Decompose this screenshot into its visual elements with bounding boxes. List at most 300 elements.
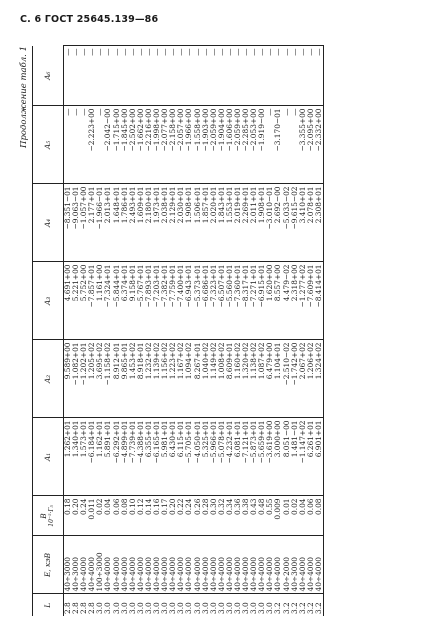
cell-A1: −5.659+01 (258, 418, 266, 496)
cell-A3: −6.915+01 (258, 262, 266, 340)
cell-A5: −2.059+00 (210, 106, 218, 184)
cell-E: 40÷4000 (315, 536, 324, 594)
cell-L: 3.0 (111, 602, 121, 614)
cell-A3: −5.767+01 (137, 262, 145, 340)
cell-A4: 2.177+01 (88, 184, 96, 262)
cell-A6: — (194, 46, 202, 106)
cell-A3: −5.844+01 (113, 262, 121, 340)
cell-A4: 2.019+01 (234, 184, 242, 262)
cell-A6: — (202, 46, 210, 106)
cell-L: 3.0 (160, 602, 170, 614)
cell-E: 40÷4000 (210, 536, 218, 594)
cell-L: 3.0 (152, 602, 162, 614)
cell-L: 3.2 (273, 602, 283, 614)
cell-A4: 1.843+01 (218, 184, 226, 262)
cell-A4: −8.351−01 (64, 184, 73, 262)
cell-A5: −1.606+00 (226, 106, 234, 184)
cell-A2: 1.087+02 (258, 340, 266, 418)
cell-A2: 1.232+02 (145, 340, 153, 418)
cell-A1: 3.000+00 (274, 418, 282, 496)
cell-A1: 1.340+01 (72, 418, 80, 496)
cell-E: 40÷4000 (113, 536, 121, 594)
cell-L: 3.0 (241, 602, 251, 614)
cell-A3: −6.686+01 (202, 262, 210, 340)
cell-E: 40÷4000 (177, 536, 185, 594)
col-header-A4: A₄ (33, 184, 64, 262)
cell-A1: −4.232+01 (226, 418, 234, 496)
cell-A3: −6.943+01 (185, 262, 193, 340)
cell-A3: −7.203+01 (153, 262, 161, 340)
cell-A4: 1.857+01 (202, 184, 210, 262)
cell-A3: −7.609+01 (307, 262, 315, 340)
table-row (258, 46, 266, 616)
cell-A6: — (153, 46, 161, 106)
cell-B: 0.06 (307, 496, 315, 536)
cell-A5: −1.919−00 (258, 106, 266, 184)
cell-A3: −7.271+01 (250, 262, 258, 340)
cell-L: 3.2 (315, 594, 324, 616)
cell-A6: — (145, 46, 153, 106)
cell-L: 3.0 (257, 602, 267, 614)
table-body (64, 46, 324, 616)
cell-A5: — (72, 106, 80, 184)
cell-A4: 1.609+01 (137, 184, 145, 262)
cell-A3: −7.893+01 (145, 262, 153, 340)
cell-L: 3.0 (103, 602, 113, 614)
cell-A6: — (258, 46, 266, 106)
cell-A1: 6.430+01 (169, 418, 177, 496)
cell-E: 40÷4000 (266, 536, 274, 594)
cell-A2: 1.094+02 (185, 340, 193, 418)
cell-A5: −3.355+00 (299, 106, 307, 184)
cell-A4: 1.908+01 (258, 184, 266, 262)
cell-A6: — (250, 46, 258, 106)
cell-E: 40÷4000 (137, 536, 145, 594)
cell-A6: — (161, 46, 169, 106)
cell-A2: 8.609+01 (226, 340, 234, 418)
cell-E: 40÷4000 (169, 536, 177, 594)
table-row (315, 46, 324, 616)
cell-A4: 2.493+01 (129, 184, 137, 262)
cell-A6: — (72, 46, 80, 106)
cell-B: 0.26 (194, 496, 202, 536)
cell-A1: −4.050+01 (194, 418, 202, 496)
col-header-B (33, 496, 64, 536)
cell-B: 0.24 (185, 496, 193, 536)
cell-B: 0.02 (96, 496, 104, 536)
cell-A2: −2.510−02 (283, 340, 291, 418)
cell-B: 0.02 (291, 496, 299, 536)
cell-A6: — (274, 46, 282, 106)
cell-E: 40÷4000 (242, 536, 250, 594)
cell-A1: 1.262+01 (64, 418, 73, 496)
cell-A3: −1.277+02 (299, 262, 307, 340)
cell-A1: 6.355+01 (145, 418, 153, 496)
cell-L: 2.8 (79, 602, 89, 614)
cell-B: 0.48 (258, 496, 266, 536)
cell-A5: −1.966+00 (185, 106, 193, 184)
cell-A1: 8.051−00 (283, 418, 291, 496)
cell-E: 40÷4000 (250, 536, 258, 594)
cell-A4: 1.553+01 (226, 184, 234, 262)
cell-E: 40÷3000 (291, 536, 299, 594)
cell-B: 0.30 (210, 496, 218, 536)
cell-A3: −7.400+01 (177, 262, 185, 340)
cell-A2: −1.082+01 (72, 340, 80, 418)
cell-B: 0.20 (72, 496, 80, 536)
cell-A3: 2.318+00 (291, 262, 299, 340)
cell-A6: — (226, 46, 234, 106)
cell-L: 3.0 (224, 602, 234, 614)
cell-A5: — (283, 106, 291, 184)
cell-A6: — (283, 46, 291, 106)
cell-A5: −2.042−00 (104, 106, 112, 184)
cell-A5: −2.077+00 (161, 106, 169, 184)
cell-A4: −3.010−01 (266, 184, 274, 262)
cell-E: 40÷4000 (80, 536, 88, 594)
cell-A2: 1.008+02 (218, 340, 226, 418)
cell-A5: −1.558+00 (194, 106, 202, 184)
cell-A5: −1.903+00 (202, 106, 210, 184)
cell-L: 3.0 (232, 602, 242, 614)
cell-A3: 8.557+00 (274, 262, 282, 340)
cell-B: 0.43 (250, 496, 258, 536)
cell-A5: −1.715+00 (113, 106, 121, 184)
cell-L: 3.0 (208, 602, 218, 614)
cell-A3: −7.360+01 (234, 262, 242, 340)
cell-E: 40÷4000 (145, 536, 153, 594)
cell-E: 40÷2000 (283, 536, 291, 594)
cell-L: 2.8 (71, 602, 81, 614)
cell-A1: 1.481−01 (291, 418, 299, 496)
cell-B: 0.32 (218, 496, 226, 536)
cell-A2: 1.324+02 (315, 340, 324, 418)
cell-A1: 6.261+01 (307, 418, 315, 496)
cell-L: 3.0 (265, 602, 275, 614)
cell-L: 3.0 (192, 602, 202, 614)
cell-L: 3.0 (249, 602, 259, 614)
data-table (32, 46, 324, 616)
cell-A2: 9.589+00 (64, 340, 73, 418)
cell-B: 0.12 (137, 496, 145, 536)
cell-A6: — (104, 46, 112, 106)
col-header-B-top: B (38, 513, 48, 519)
cell-A4: 2.692−00 (274, 184, 282, 262)
cell-L: 3.0 (184, 602, 194, 614)
cell-A3: 6.374+01 (121, 262, 129, 340)
cell-L: 3.0 (216, 602, 226, 614)
cell-A5: −3.170−01 (274, 106, 282, 184)
cell-E: 40÷4000 (202, 536, 210, 594)
cell-A4: 1.786+01 (121, 184, 129, 262)
continuation-caption: Продолжение табл. 1 (19, 46, 29, 148)
cell-A5: −1.998+00 (153, 106, 161, 184)
cell-A2: 1.453+02 (129, 340, 137, 418)
cell-L: 2.8 (63, 602, 72, 614)
cell-A5: −2.053+00 (250, 106, 258, 184)
cell-A5: −2.332+00 (315, 106, 324, 184)
cell-B: 0.011 (88, 496, 96, 536)
cell-L: 3.2 (297, 602, 307, 614)
cell-A6: — (307, 46, 315, 106)
cell-A1: −6.165+01 (153, 418, 161, 496)
col-header-A3: A₃ (33, 262, 64, 340)
cell-A2: −1.202+01 (80, 340, 88, 418)
cell-A2: 8.267+01 (194, 340, 202, 418)
cell-A1: −4.899+01 (121, 418, 129, 496)
cell-A4: 2.013+01 (104, 184, 112, 262)
cell-A4: 2.180+01 (145, 184, 153, 262)
table-row (88, 46, 96, 616)
cell-A6: — (234, 46, 242, 106)
cell-L: 3.2 (305, 602, 315, 614)
cell-A1: −7.121+01 (242, 418, 250, 496)
cell-L: 3.0 (119, 602, 129, 614)
cell-A2: 8.912+01 (113, 340, 121, 418)
cell-A4: 3.410+01 (299, 184, 307, 262)
cell-E: 40÷3000 (72, 536, 80, 594)
cell-E: 40÷4000 (234, 536, 242, 594)
cell-B: 0.28 (202, 496, 210, 536)
cell-A6: — (299, 46, 307, 106)
col-header-A1: A₁ (33, 418, 64, 496)
cell-A4: 1.506+01 (194, 184, 202, 262)
page-header: С. 6 ГОСТ 25645.139—86 (20, 14, 159, 25)
cell-E: 40÷4000 (299, 536, 307, 594)
cell-B: 0.20 (169, 496, 177, 536)
cell-A2: 1.320+02 (242, 340, 250, 418)
col-header-A6: A₆ (33, 46, 64, 106)
cell-A5: — (80, 106, 88, 184)
table-row (274, 46, 282, 616)
cell-B: 0.17 (161, 496, 169, 536)
cell-A1: −5.078+01 (218, 418, 226, 496)
cell-A5: −2.285+00 (242, 106, 250, 184)
cell-A6: — (242, 46, 250, 106)
cell-B: 0.04 (104, 496, 112, 536)
cell-B: 0.009 (274, 496, 282, 536)
cell-L: 2.8 (87, 602, 97, 614)
cell-A3: −7.857+01 (88, 262, 96, 340)
cell-A3: 4.479−02 (283, 262, 291, 340)
cell-A3: 1.620+00 (266, 262, 274, 340)
cell-A4: 2.011+01 (250, 184, 258, 262)
cell-A4: 2.269+01 (242, 184, 250, 262)
cell-A3: −5.560+01 (226, 262, 234, 340)
cell-A6: — (88, 46, 96, 106)
cell-A3: −7.382+01 (161, 262, 169, 340)
cell-A1: −6.292+01 (113, 418, 121, 496)
cell-B: 0.55 (266, 496, 274, 536)
cell-L: 3.0 (200, 602, 210, 614)
cell-A2: 6.479+00 (266, 340, 274, 418)
cell-A1: −6.184+01 (88, 418, 96, 496)
cell-E: 40÷4000 (88, 536, 96, 594)
cell-B: 0.14 (145, 496, 153, 536)
cell-A6: — (121, 46, 129, 106)
cell-L: 3.2 (289, 602, 299, 614)
cell-E: 40÷4000 (258, 536, 266, 594)
cell-A3: −7.324+01 (104, 262, 112, 340)
cell-E: 100÷3000 (96, 536, 104, 594)
cell-E: 40÷4000 (274, 536, 282, 594)
cell-A1: −7.739+01 (129, 418, 137, 496)
cell-A2: 1.104+01 (274, 340, 282, 418)
cell-A4: −9.063−01 (72, 184, 80, 262)
cell-A1: 1.573+01 (80, 418, 88, 496)
cell-E: 40÷4000 (185, 536, 193, 594)
cell-B: 0.06 (113, 496, 121, 536)
cell-A6: — (210, 46, 218, 106)
cell-A5: −1.662+00 (137, 106, 145, 184)
cell-A1: −4.388+01 (137, 418, 145, 496)
cell-A2: 1.206+02 (307, 340, 315, 418)
cell-L: 3.0 (95, 602, 105, 614)
cell-A1: 1.162+01 (96, 418, 104, 496)
cell-L: 3.0 (168, 602, 178, 614)
cell-B: 0.10 (129, 496, 137, 536)
col-header-A5: A₅ (33, 106, 64, 184)
rotated-table-page (16, 46, 416, 616)
cell-A4: 1.908+01 (185, 184, 193, 262)
cell-E: 40÷4000 (129, 536, 137, 594)
cell-A4: −5.033−02 (283, 184, 291, 262)
cell-B: 0.04 (299, 496, 307, 536)
col-header-L: L (33, 594, 64, 616)
cell-A4: 2.020+01 (210, 184, 218, 262)
cell-A2: 1.139+02 (153, 340, 161, 418)
cell-A2: 2.067+02 (299, 340, 307, 418)
table-header-row (33, 46, 64, 616)
cell-A6: — (129, 46, 137, 106)
cell-A6: — (185, 46, 193, 106)
cell-B: 0.24 (80, 496, 88, 536)
cell-A1: 5.981+01 (161, 418, 169, 496)
cell-L: 3.0 (135, 602, 145, 614)
cell-B: 0.08 (121, 496, 129, 536)
cell-E: 40÷4000 (104, 536, 112, 594)
cell-A3: −7.323+01 (210, 262, 218, 340)
cell-A5: −2.502+00 (129, 106, 137, 184)
cell-L: 3.0 (143, 602, 153, 614)
cell-A6: — (177, 46, 185, 106)
cell-B: 0.18 (64, 496, 73, 536)
cell-A6: — (96, 46, 104, 106)
cell-A5: −2.223+00 (88, 106, 96, 184)
cell-A5: — (96, 106, 104, 184)
cell-A2: 1.223+02 (169, 340, 177, 418)
cell-A1: −5.705+01 (185, 418, 193, 496)
cell-E: 40÷4000 (153, 536, 161, 594)
cell-A4: 2.030+01 (177, 184, 185, 262)
cell-A2: 3.695+02 (96, 340, 104, 418)
cell-A1: 6.081+01 (234, 418, 242, 496)
cell-E: 40÷4000 (194, 536, 202, 594)
cell-A2: −1.158+02 (104, 340, 112, 418)
cell-B: 0.22 (177, 496, 185, 536)
cell-B: 0.36 (234, 496, 242, 536)
cell-A6: — (218, 46, 226, 106)
cell-A4: 2.038+01 (161, 184, 169, 262)
cell-A4: 2.308+01 (315, 184, 324, 262)
cell-A1: −5.966+01 (210, 418, 218, 496)
cell-A5: −2.216+00 (145, 106, 153, 184)
table-row (283, 46, 291, 616)
cell-L: 3.2 (281, 602, 291, 614)
cell-A3: −8.414+01 (315, 262, 324, 340)
cell-A3: 5.221+00 (72, 262, 80, 340)
cell-A3: 1.161+00 (96, 262, 104, 340)
cell-A4: −9.615−02 (291, 184, 299, 262)
cell-A5: −1.904+00 (218, 106, 226, 184)
table-row (64, 46, 73, 616)
cell-A3: −6.507+01 (218, 262, 226, 340)
cell-E: 40÷4000 (218, 536, 226, 594)
cell-A1: −1.147+02 (299, 418, 307, 496)
cell-A4: 1.648+01 (113, 184, 121, 262)
cell-A3: 9.158+01 (129, 262, 137, 340)
cell-A1: 5.325+01 (202, 418, 210, 496)
cell-A3: −5.373+01 (194, 262, 202, 340)
table-row (72, 46, 80, 616)
col-header-B-bottom: 10⁻⁵·Г₅ (48, 505, 55, 527)
cell-E: 40÷4000 (121, 536, 129, 594)
col-header-A2: A₂ (33, 340, 64, 418)
cell-A4: 1.973+01 (153, 184, 161, 262)
cell-A1: −5.873+01 (250, 418, 258, 496)
cell-B: 0.16 (153, 496, 161, 536)
cell-A6: — (266, 46, 274, 106)
cell-A5: — (291, 106, 299, 184)
cell-A6: — (64, 46, 73, 106)
cell-B: 0.34 (226, 496, 234, 536)
cell-A1: 6.115+01 (177, 418, 185, 496)
cell-A5: — (266, 106, 274, 184)
cell-A2: 1.040+02 (202, 340, 210, 418)
cell-E: 40÷4000 (161, 536, 169, 594)
cell-B: 0.01 (283, 496, 291, 536)
cell-A4: −1.966−01 (96, 184, 104, 262)
cell-B: 0.38 (242, 496, 250, 536)
cell-E: 40÷3000 (64, 536, 73, 594)
cell-A5: −1.845+00 (121, 106, 129, 184)
cell-A4: −1.057+00 (80, 184, 88, 262)
cell-A2: −1.742+00 (291, 340, 299, 418)
cell-A4: 2.078+01 (307, 184, 315, 262)
cell-A2: 9.865+01 (121, 340, 129, 418)
cell-A2: 1.149+02 (210, 340, 218, 418)
cell-A1: 5.891+01 (104, 418, 112, 496)
cell-A3: −7.759+01 (169, 262, 177, 340)
cell-A2: 1.138+02 (250, 340, 258, 418)
cell-A1: 6.901+01 (315, 418, 324, 496)
cell-A3: 5.752+00 (80, 262, 88, 340)
cell-A5: −2.095+00 (307, 106, 315, 184)
cell-A2: 1.205+02 (88, 340, 96, 418)
cell-A5: — (64, 106, 73, 184)
cell-B: 0.08 (315, 496, 324, 536)
cell-E: 40÷4000 (307, 536, 315, 594)
cell-A4: 2.129+01 (169, 184, 177, 262)
cell-L: 3.0 (176, 602, 186, 614)
cell-A6: — (169, 46, 177, 106)
cell-A6: — (315, 46, 324, 106)
cell-E: 40÷4000 (226, 536, 234, 594)
cell-A5: −2.158+00 (169, 106, 177, 184)
cell-A5: −2.057+00 (177, 106, 185, 184)
col-header-E: E, кэВ (33, 536, 64, 594)
cell-A6: — (113, 46, 121, 106)
